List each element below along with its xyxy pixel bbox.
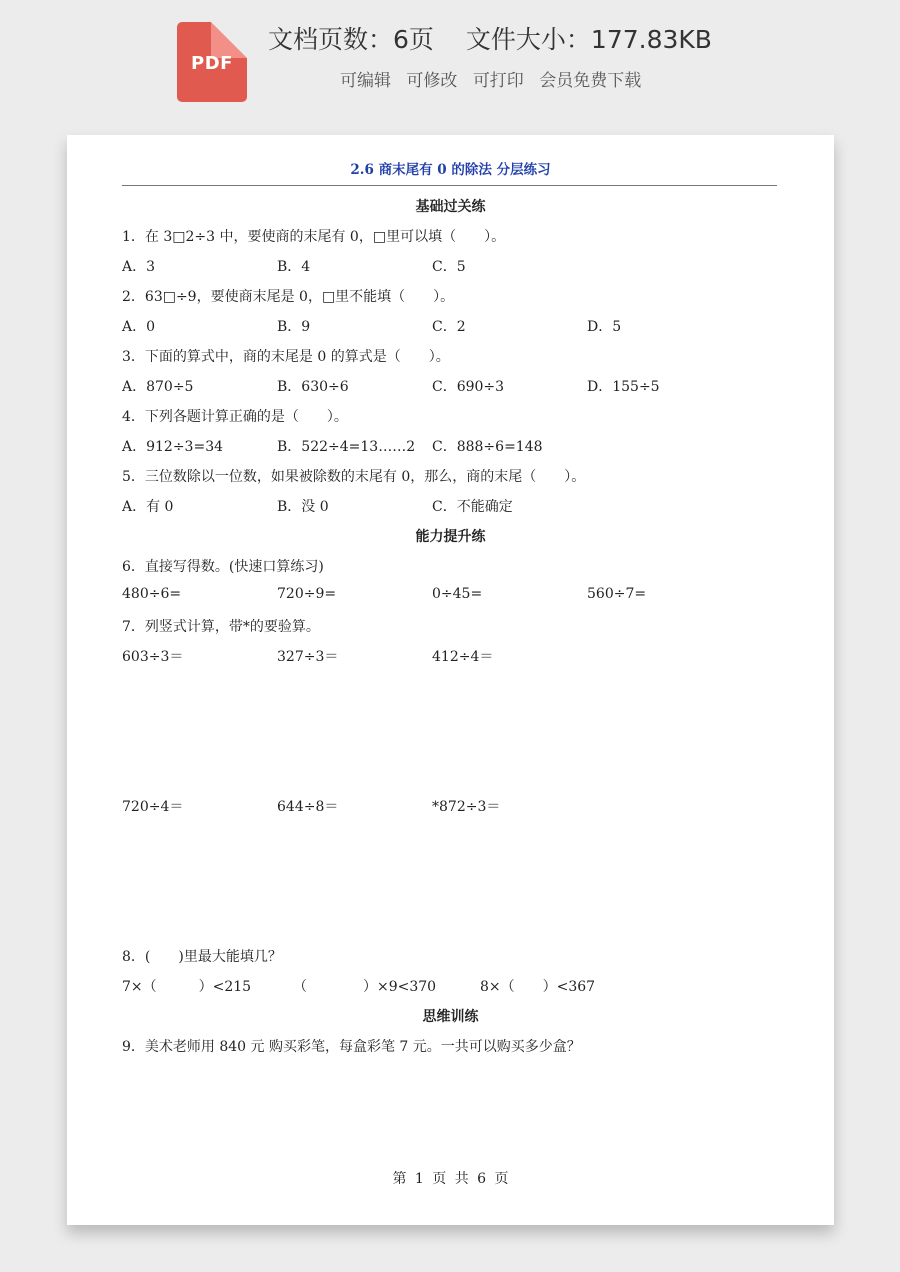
- modifiable-link[interactable]: 可修改: [406, 71, 458, 91]
- feature-list: [340, 66, 651, 91]
- q3-option-c: C．690÷3: [432, 379, 505, 395]
- file-info: [268, 20, 712, 56]
- question-1: 1．在 3□2÷3 中，要使商的末尾有 0，□里可以填（ ）。: [122, 229, 506, 245]
- q8-item-3: 8×（ ）<367: [480, 979, 596, 995]
- pdf-file-icon: [177, 22, 247, 102]
- q6-item-4: 560÷7=: [587, 586, 647, 602]
- q5-option-b: B．没 0: [277, 499, 329, 515]
- download-banner: [0, 0, 900, 130]
- q8-item-1: 7×（ ）<215: [122, 979, 252, 995]
- q3-option-b: B．630÷6: [277, 379, 349, 395]
- q1-option-b: B．4: [277, 259, 311, 275]
- q8-item-2: （ ）×9<370: [293, 979, 437, 995]
- q7-item-4: 720÷4＝: [122, 799, 184, 815]
- q7-item-1: 603÷3＝: [122, 649, 184, 665]
- q1-option-a: A．3: [122, 259, 156, 275]
- printable-link[interactable]: 可打印: [472, 71, 524, 91]
- q5-option-c: C．不能确定: [432, 499, 513, 515]
- q2-option-b: B．9: [277, 319, 311, 335]
- q6-item-2: 720÷9=: [277, 586, 337, 602]
- q3-option-d: D．155÷5: [587, 379, 660, 395]
- q7-item-5: 644÷8＝: [277, 799, 339, 815]
- pdf-icon-label: PDF: [191, 53, 233, 74]
- q7-item-2: 327÷3＝: [277, 649, 339, 665]
- section-thinking: 思维训练: [422, 1009, 479, 1025]
- q2-option-d: D．5: [587, 319, 622, 335]
- q6-item-1: 480÷6=: [122, 586, 182, 602]
- question-8: 8．( )里最大能填几？: [122, 949, 282, 965]
- question-5: 5．三位数除以一位数，如果被除数的末尾有 0，那么，商的末尾（ ）。: [122, 469, 586, 485]
- q4-option-a: A．912÷3=34: [122, 439, 224, 455]
- question-6: 6．直接写得数。(快速口算练习): [122, 559, 324, 575]
- question-7: 7．列竖式计算，带*的要验算。: [122, 619, 320, 635]
- document-title: 2.6 商末尾有 0 的除法 分层练习: [350, 162, 551, 178]
- section-ability: 能力提升练: [415, 529, 486, 545]
- q4-option-b: B．522÷4=13……2: [277, 439, 416, 455]
- q6-item-3: 0÷45=: [432, 586, 483, 602]
- question-4: 4．下列各题计算正确的是（ ）。: [122, 409, 348, 425]
- question-3: 3．下面的算式中，商的末尾是 0 的算式是（ ）。: [122, 349, 450, 365]
- q7-item-3: 412÷4＝: [432, 649, 494, 665]
- member-download-link[interactable]: 会员免费下载: [539, 71, 642, 91]
- question-2: 2．63□÷9，要使商末尾是 0，□里不能填（ ）。: [122, 289, 455, 305]
- section-basic: 基础过关练: [415, 199, 486, 215]
- q2-option-a: A．0: [122, 319, 156, 335]
- file-size: 文件大小：177.83KB: [465, 25, 712, 54]
- q1-option-c: C．5: [432, 259, 466, 275]
- question-9: 9．美术老师用 840 元 购买彩笔，每盒彩笔 7 元。一共可以购买多少盒？: [122, 1039, 581, 1055]
- q3-option-a: A．870÷5: [122, 379, 194, 395]
- page-footer: 第 1 页 共 6 页: [392, 1171, 509, 1187]
- q7-item-6: *872÷3＝: [432, 799, 501, 815]
- document-page: [67, 135, 834, 1225]
- q4-option-c: C．888÷6=148: [432, 439, 543, 455]
- title-divider: [122, 185, 777, 186]
- q2-option-c: C．2: [432, 319, 466, 335]
- q5-option-a: A．有 0: [122, 499, 174, 515]
- page-count: 文档页数：6页: [268, 25, 434, 54]
- editable-link[interactable]: 可编辑: [340, 71, 391, 91]
